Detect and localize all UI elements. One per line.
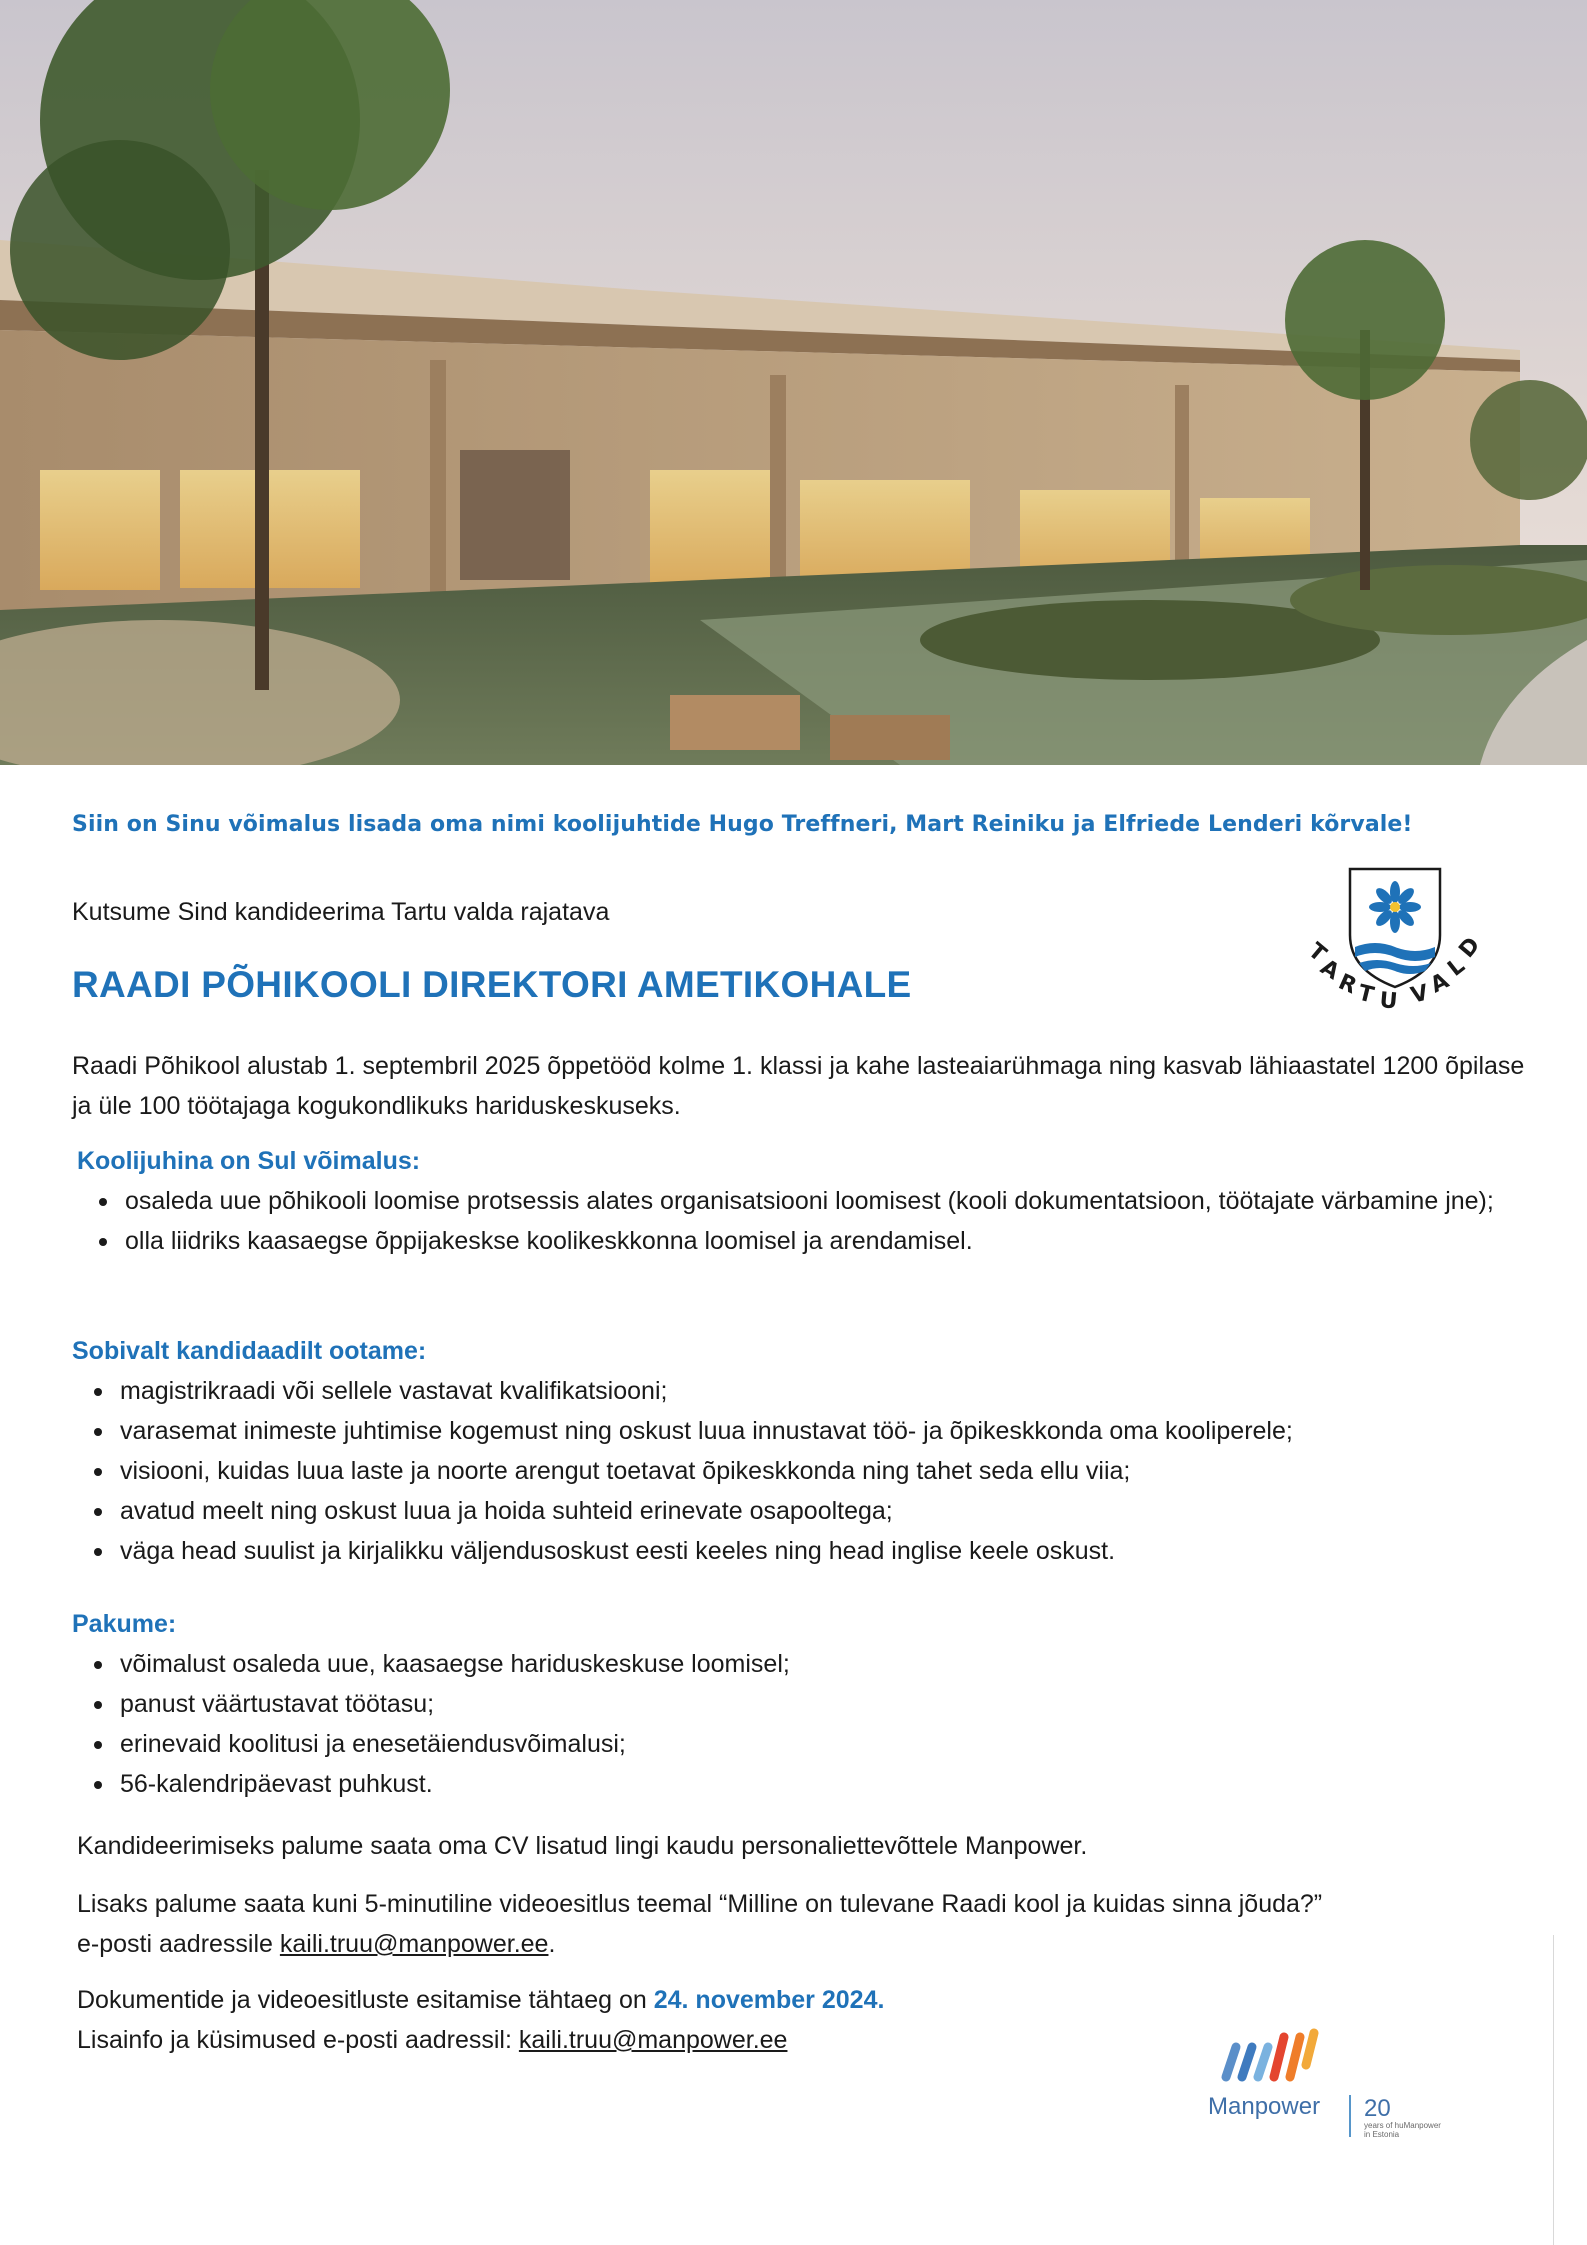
svg-text:D: D [1454, 932, 1486, 963]
list-item: avatud meelt ning oskust luua ja hoida suhteid erinevate osapooltega; [120, 1491, 1552, 1531]
opportunity-list [77, 1181, 1557, 1261]
deadline-prefix: Dokumentide ja videoesitluste esitamise tähtaeg on [77, 1986, 654, 2014]
svg-text:A: A [1426, 968, 1453, 999]
tartu-vald-logo [1295, 865, 1495, 1025]
video-email-link[interactable]: kaili.truu@manpower.ee [279, 1930, 549, 1958]
video-text-prefix: e-posti aadressile [77, 1930, 280, 1958]
list-item: 56-kalendripäevast puhkust. [120, 1764, 1552, 1804]
list-item: panust väärtustavat töötasu; [120, 1684, 1552, 1724]
list-item: varasemat inimeste juhtimise kogemust ning oskust luua innustavat töö- ja õpikeskkonda oma kooliperele; [120, 1411, 1552, 1451]
tagline: Siin on Sinu võimalus lisada oma nimi koolijuhtide Hugo Treffneri, Mart Reiniku ja Elfriede Lenderi kõrvale! [72, 812, 1413, 837]
divider [1553, 1935, 1554, 2245]
tartu-vald-wordmark [1295, 865, 1495, 1025]
manpower-caption-line2: in Estonia [1364, 2130, 1400, 2139]
manpower-caption-line1: years of huManpower [1364, 2121, 1441, 2130]
offer-heading: Pakume: [72, 1610, 177, 1638]
requirements-heading: Sobivalt kandidaadilt ootame: [72, 1337, 427, 1365]
list-item: väga head suulist ja kirjalikku väljendusoskust eesti keeles ning head inglise keele oskust. [120, 1531, 1552, 1571]
lead-paragraph: Raadi Põhikool alustab 1. septembril 2025 õppetööd kolme 1. klassi ja kahe lasteaiarühmaga ning kasvab lähiaastatel 1200 õpilase ja üle 100 töötajaga kogukondlikuks hariduskeskuseks. [72, 1052, 1525, 1120]
video-text-line1: Lisaks palume saata kuni 5-minutiline videoesitlus teemal “Milline on tulevane Raadi kool ja kuidas sinna jõuda?” [77, 1890, 1323, 1918]
list-item: osaleda uue põhikooli loomise protsessis alates organisatsiooni loomisest (kooli dokumentatsioon, töötajate värbamine jne); [125, 1181, 1557, 1221]
requirements-section [72, 1333, 1552, 1571]
svg-text:T: T [1303, 938, 1331, 968]
apply-paragraph [77, 1826, 1557, 1866]
manpower-caption [1364, 2121, 1441, 2139]
svg-text:A: A [1315, 954, 1344, 986]
manpower-years: 20 [1364, 2095, 1391, 2122]
deadline-date: 24. november 2024. [653, 1986, 885, 2014]
hero-school-photo [0, 0, 1587, 765]
opportunity-section [77, 1143, 1557, 1261]
school-building-illustration [0, 0, 1587, 765]
svg-text:L: L [1443, 953, 1470, 982]
video-text-line2 [77, 1924, 1557, 1964]
apply-text: Kandideerimiseks palume saata oma CV lisatud lingi kaudu personaliettevõttele Manpower. [77, 1832, 1088, 1860]
list-item: visiooni, kuidas luua laste ja noorte arengut toetavat õpikeskkonda ning tahet seda ellu viia; [120, 1451, 1552, 1491]
offer-list [72, 1644, 1552, 1804]
list-item: olla liidriks kaasaegse õppijakeskse koolikeskkonna loomisel ja arendamisel. [125, 1221, 1557, 1261]
manpower-name: Manpower [1208, 2093, 1321, 2120]
list-item: magistrikraadi või sellele vastavat kvalifikatsiooni; [120, 1371, 1552, 1411]
manpower-logo [1200, 2015, 1460, 2145]
svg-text:V: V [1408, 980, 1431, 1009]
info-email-link[interactable]: kaili.truu@manpower.ee [518, 2026, 788, 2054]
list-item: võimalust osaleda uue, kaasaegse hariduskeskuse loomisel; [120, 1644, 1552, 1684]
info-prefix: Lisainfo ja küsimused e-posti aadressil: [77, 2026, 519, 2054]
svg-text:R: R [1334, 969, 1361, 1000]
requirements-list [72, 1371, 1552, 1571]
page-title: RAADI PÕHIKOOLI DIREKTORI AMETIKOHALE [72, 964, 912, 1005]
svg-text:T: T [1355, 980, 1377, 1009]
svg-text:U: U [1378, 988, 1399, 1015]
intro-text: Kutsume Sind kandideerima Tartu valda rajatava [72, 898, 610, 926]
deadline-line [77, 1980, 1557, 2020]
opportunity-heading: Koolijuhina on Sul võimalus: [77, 1147, 421, 1175]
list-item: erinevaid koolitusi ja enesetäiendusvõimalusi; [120, 1724, 1552, 1764]
offer-section [72, 1606, 1552, 1804]
video-text-suffix: . [548, 1930, 556, 1958]
video-paragraph [77, 1884, 1557, 1964]
